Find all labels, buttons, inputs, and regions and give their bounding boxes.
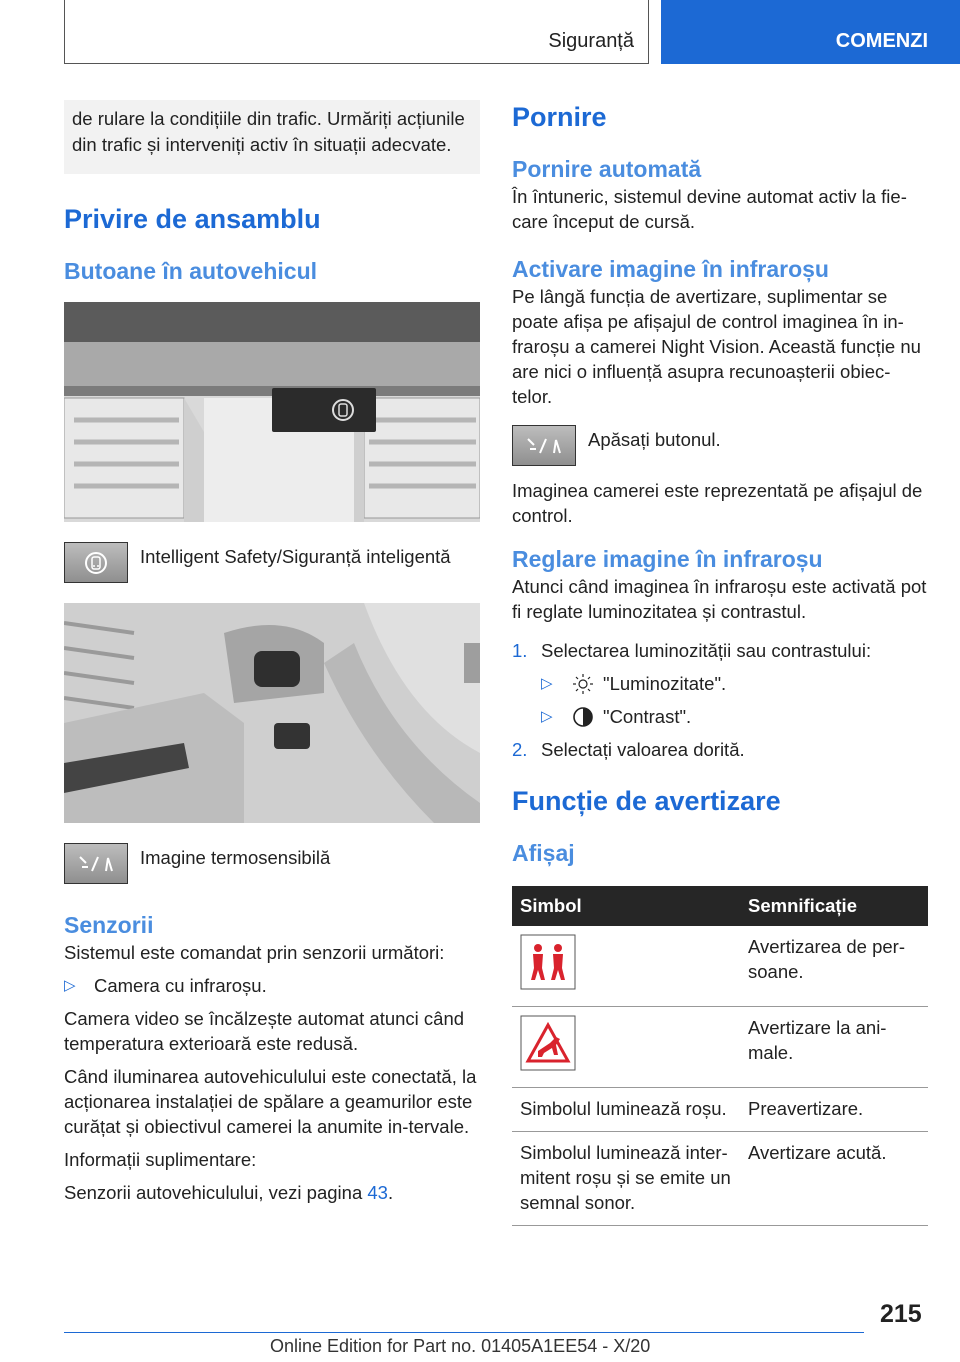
table-row: Avertizare la ani‐male. (512, 1007, 928, 1088)
bullet-triangle-icon: ▷ (541, 708, 553, 725)
sensors-reference: Senzorii autovehiculului, vezi pagina 43. (64, 1182, 394, 1203)
steering-column-photo (64, 603, 480, 823)
thermal-image-label: Imagine termosensibilă (140, 847, 331, 868)
note-box: de rulare la condițiile din trafic. Urmăriți acțiunile din trafic și interveniți activ în situații adecvate. (64, 100, 480, 174)
animal-warning-icon (520, 1015, 576, 1071)
contrast-icon (571, 706, 595, 728)
page-number: 215 (880, 1300, 922, 1328)
night-vision-button-icon (512, 425, 576, 466)
sensors-intro: Sistemul este comandat prin senzorii următori: (64, 942, 445, 963)
brightness-icon (571, 673, 595, 695)
camera-heating-paragraph: Camera video se încălzește automat atunci când temperatura exterioară este redusă. (64, 1008, 465, 1054)
buttons-heading: Butoane în autovehicul (64, 258, 318, 284)
header-section-box (64, 0, 649, 64)
dashboard-buttons-photo (64, 302, 480, 522)
night-vision-button-icon (64, 843, 128, 884)
info-label: Informații suplimentare: (64, 1149, 257, 1170)
table-row: Avertizarea de per‐soane. (512, 926, 928, 1007)
activate-infrared-heading: Activare imagine în infraroșu (512, 256, 829, 282)
page-reference-link[interactable]: 43 (367, 1182, 388, 1203)
footer-divider (64, 1332, 864, 1333)
overview-heading: Privire de ansamblu (64, 204, 321, 234)
option-brightness: ▷ "Luminozitate". (541, 673, 727, 694)
intelligent-safety-button-icon (64, 542, 128, 583)
bullet-triangle-icon: ▷ (64, 977, 76, 994)
step-1: 1. Selectarea luminozității sau contrastului: (512, 640, 872, 661)
intelligent-safety-row (64, 542, 480, 583)
step-2: 2. Selectați valoarea dorită. (512, 739, 745, 760)
press-button-text: Apăsați butonul. (588, 429, 721, 450)
sensors-heading: Senzorii (64, 912, 154, 938)
display-heading: Afișaj (512, 840, 575, 866)
table-row: Simbolul luminează roșu. Preavertizare. (512, 1088, 928, 1132)
camera-display-text: Imaginea camerei este reprezentată pe afișajul de control. (512, 480, 923, 526)
left-column (64, 100, 480, 1205)
auto-start-heading: Pornire automată (512, 156, 702, 182)
adjust-infrared-text: Atunci când imaginea în infraroșu este activată pot fi reglate luminozitatea și contrastul. (512, 576, 927, 622)
auto-start-text: În întuneric, sistemul devine automat activ la fie‐care început de cursă. (512, 186, 907, 232)
bullet-triangle-icon: ▷ (541, 675, 553, 692)
warning-symbol-table (512, 886, 928, 1226)
table-header-symbol: Simbol (512, 886, 740, 926)
table-row: Simbolul luminează inter‐mitent roșu și se emite un semnal sonor. Avertizare acută. (512, 1132, 928, 1226)
start-heading: Pornire (512, 102, 607, 132)
press-button-row (512, 425, 928, 466)
right-column (512, 100, 928, 1226)
edition-footer: Online Edition for Part no. 01405A1EE54 - X/20 (270, 1336, 651, 1356)
sensor-list-item: ▷ Camera cu infraroșu. (64, 975, 267, 996)
camera-cleaning-paragraph: Când iluminarea autovehiculului este conectată, la acționarea instalației de spălare a geamurilor este curățat și obiectivul camerei la anumite in‐tervale. (64, 1066, 477, 1137)
intelligent-safety-label: Intelligent Safety/Siguranță inteligentă (140, 546, 451, 567)
warning-function-heading: Funcție de avertizare (512, 786, 781, 816)
header-section-title: Siguranță (548, 30, 634, 52)
header-chapter-tab[interactable] (661, 0, 960, 64)
pedestrian-warning-icon (520, 934, 576, 990)
table-header-meaning: Semnificație (740, 886, 928, 926)
adjust-infrared-heading: Reglare imagine în infraroșu (512, 546, 823, 572)
option-contrast: ▷ "Contrast". (541, 706, 692, 727)
header-chapter-title: COMENZI (835, 30, 928, 52)
thermal-image-row (64, 843, 480, 884)
activate-infrared-text: Pe lângă funcția de avertizare, suplimentar se poate afișa pe afișajul de control imaginea în in‐fraroșu a camerei Night Vision. Această funcție nu are nici o influență asupra recunoașterii obiec‐telor. (512, 286, 921, 407)
